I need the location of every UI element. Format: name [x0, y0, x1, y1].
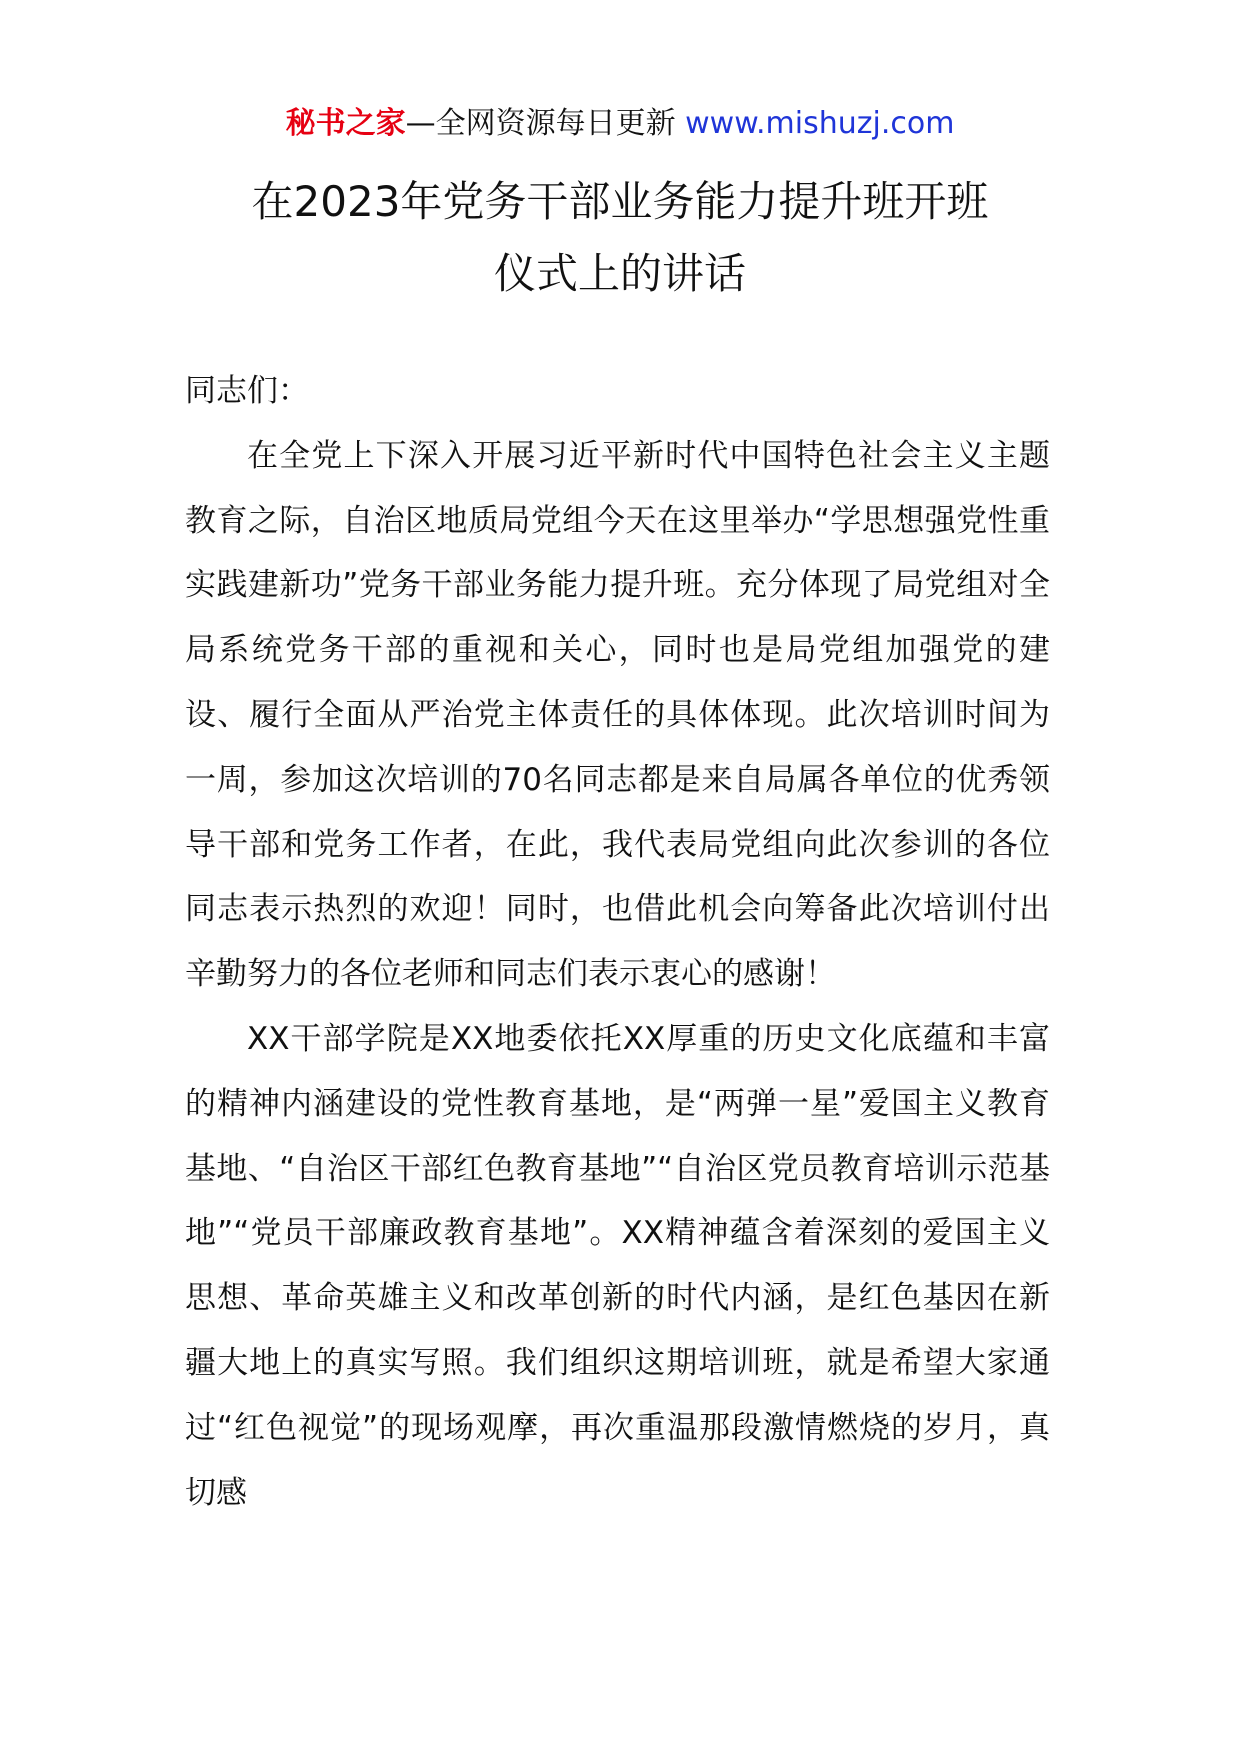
- document-title-line-2: 仪式上的讲话: [493, 249, 746, 298]
- site-brand: 秘书之家: [285, 106, 406, 141]
- document-title: [0, 166, 1240, 310]
- document-body: [185, 359, 1050, 1525]
- body-paragraph-2: XX干部学院是XX地委依托XX厚重的历史文化底蕴和丰富的精神内涵建设的党性教育基地，是“两弹一星”爱国主义教育基地、“自治区干部红色教育基地”“自治区党员教育培训示范基地”“党员干部廉政教育基地”。XX精神蕴含着深刻的爱国主义思想、革命英雄主义和改革创新的时代内涵，是红色基因在新疆大地上的真实写照。我们组织这期培训班，就是希望大家通过“红色视觉”的现场观摩，再次重温那段激情燃烧的岁月，真切感: [185, 1020, 1050, 1511]
- site-tagline: —全网资源每日更新: [405, 106, 676, 141]
- salutation: 同志们：: [185, 373, 309, 409]
- site-header: [0, 104, 1240, 144]
- document-title-line-1: 在2023年党务干部业务能力提升班开班: [251, 177, 989, 226]
- body-paragraph-1: 在全党上下深入开展习近平新时代中国特色社会主义主题教育之际，自治区地质局党组今天在这里举办“学思想强党性重实践建新功”党务干部业务能力提升班。充分体现了局党组对全局系统党务干部的重视和关心，同时也是局党组加强党的建设、履行全面从严治党主体责任的具体体现。此次培训时间为一周，参加这次培训的70名同志都是来自局属各单位的优秀领导干部和党务工作者，在此，我代表局党组向此次参训的各位同志表示热烈的欢迎！同时，也借此机会向筹备此次培训付出辛勤努力的各位老师和同志们表示衷心的感谢！: [185, 437, 1050, 993]
- site-url-link[interactable]: www.mishuzj.com: [685, 106, 955, 141]
